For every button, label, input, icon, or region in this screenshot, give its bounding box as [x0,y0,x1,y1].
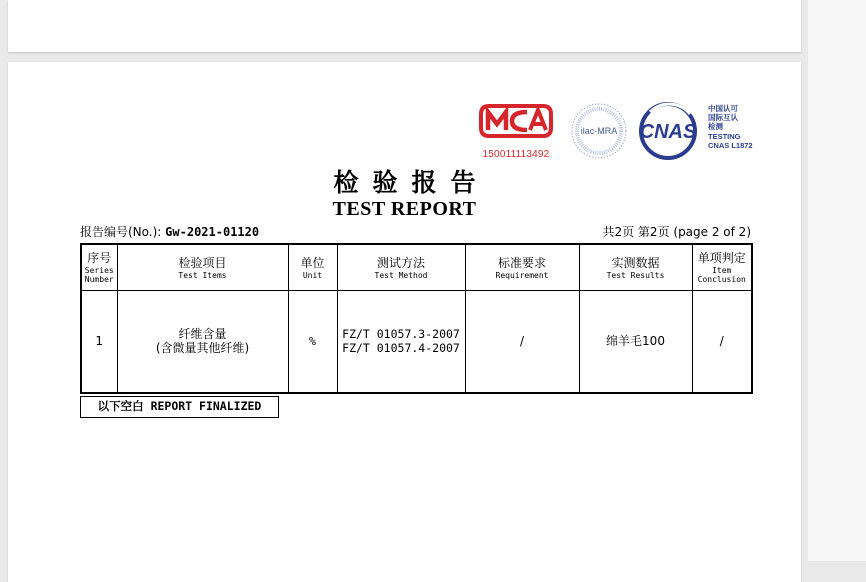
cell-test-item [117,290,288,393]
test-results-table [80,243,753,394]
report-title-en: TEST REPORT [332,198,477,220]
cnas-label: CNAS [639,121,697,143]
previous-page [8,0,801,52]
header-test-items: 检验项目 Test Items [117,244,288,290]
cma-code: 150011113492 [482,149,550,160]
report-title-cn: 检验报告 [333,168,490,197]
header-unit: 单位 Unit [288,244,337,290]
viewer-side-strip [808,0,866,561]
cell-series-number: 1 [81,290,117,393]
header-test-results: 实测数据 Test Results [579,244,692,290]
report-number [80,223,259,240]
cnas-line: 中国认可 [708,104,738,113]
cnas-line: TESTING [708,131,741,141]
table-row [81,290,752,393]
cma-logo [475,100,557,156]
cnas-logo [630,100,708,162]
cell-test-method [337,290,465,393]
cnas-line: 国际互认 [708,113,738,123]
test-item-line: 纤维含量 [178,327,227,342]
cnas-accreditation-text [708,104,778,150]
cell-unit: % [288,290,337,393]
cnas-line: 检测 [708,122,723,132]
test-item-line: (含微量其他纤维) [155,341,250,356]
report-finalized-box: 以下空白 REPORT FINALIZED [80,396,279,418]
table-header-row [81,244,752,290]
cell-test-result: 绵羊毛100 [579,290,692,393]
page-info: 共2页 第2页 (page 2 of 2) [602,225,751,239]
ilac-label: ilac-MRA [580,126,618,136]
cell-item-conclusion: / [692,290,752,393]
test-method-line: FZ/T 01057.3-2007 [342,327,460,342]
report-number-label: 报告编号(No.): [80,225,162,239]
header-requirement: 标准要求 Requirement [465,244,579,290]
ilac-mra-logo [568,100,630,162]
cell-requirement: / [465,290,579,393]
report-number-value: Gw-2021-01120 [165,225,260,239]
test-method-line: FZ/T 01057.4-2007 [342,341,460,356]
header-test-method: 测试方法 Test Method [337,244,465,290]
cnas-line: CNAS L1872 [708,140,753,150]
header-item-conclusion: 单项判定 Item Conclusion [692,244,752,290]
report-page [8,62,801,582]
header-series-number: 序号 Series Number [81,244,117,290]
